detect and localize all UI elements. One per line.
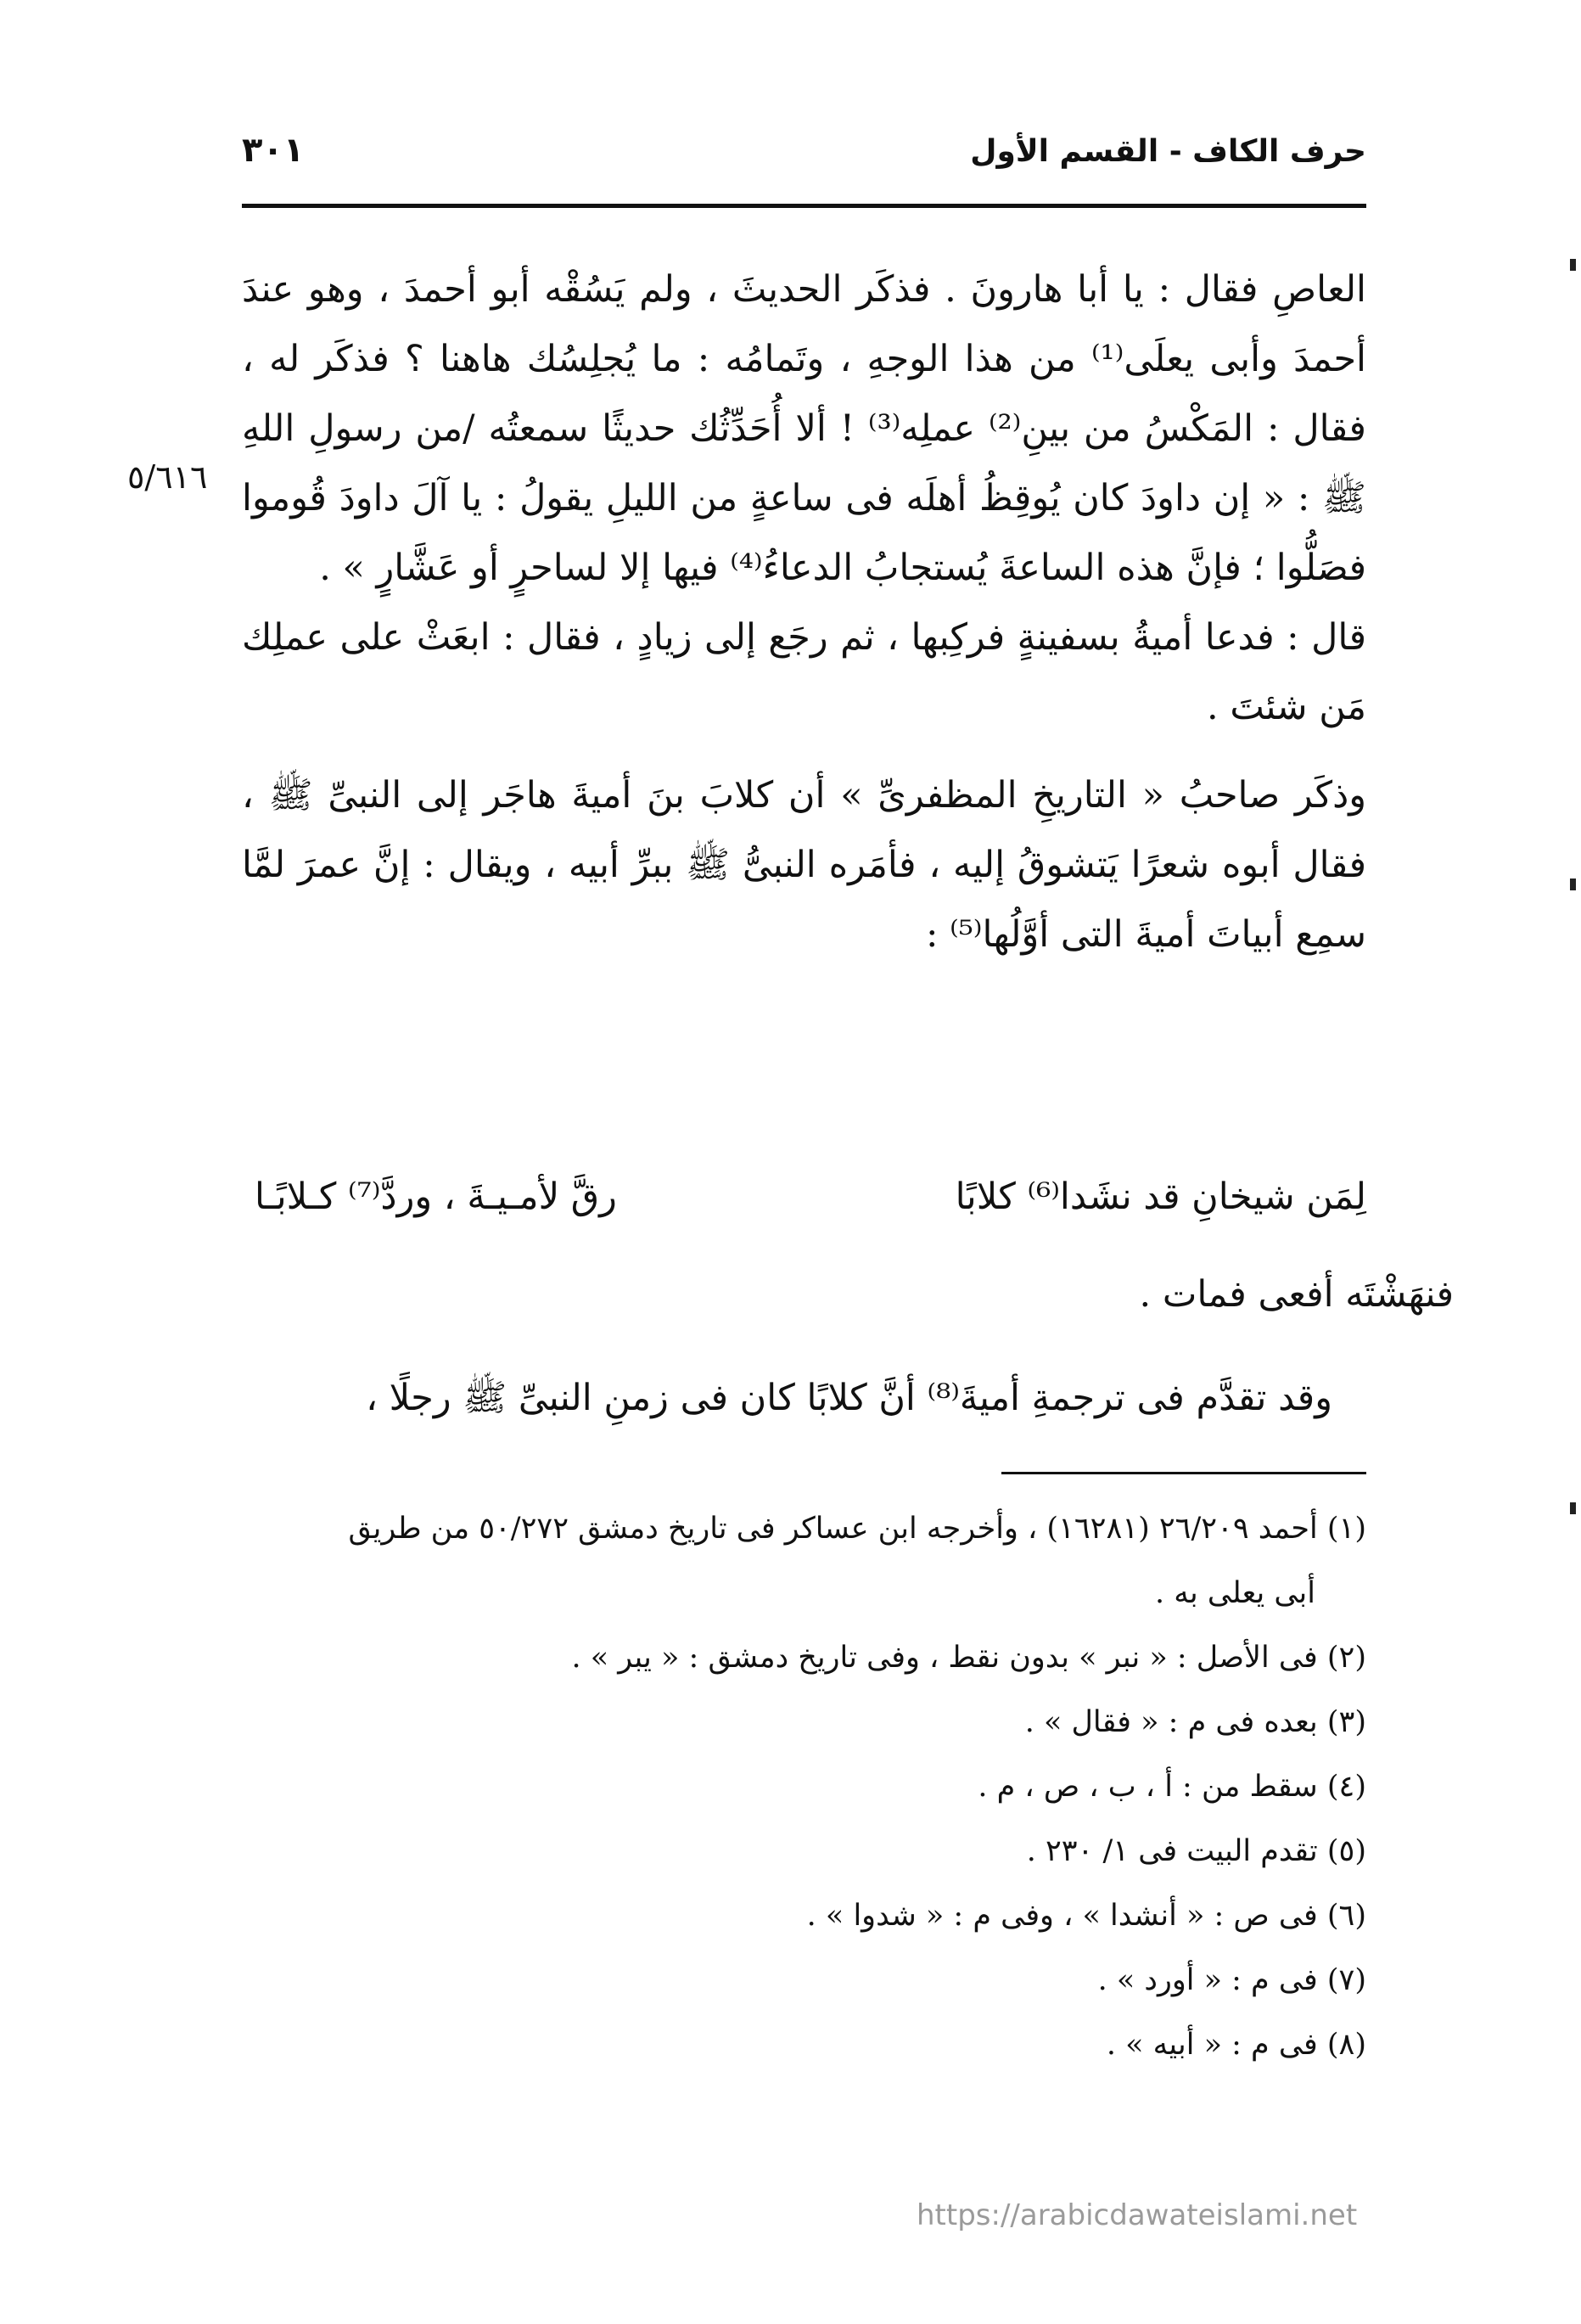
closing-line: وقد تقدَّم فى ترجمةِ أميةَ⁽⁸⁾ أنَّ كلابًا كان فى زمنِ النبىِّ ﷺ رجلًا ، bbox=[366, 1377, 1332, 1419]
paragraph: العاصِ فقال : يا أبا هارونَ . فذكَر الحديثَ ، ولم يَسُقْه أبو أحمدَ ، وهو عندَ أحمدَ وأبى يعلَى⁽¹⁾ من هذا الوجهِ ، وتَمامُه : ما يُجلِسُك هاهنا ؟ فذكَر له ، فقال : المَكْسُ من بينِ⁽²⁾ عملِه⁽³⁾ ! ألا أُحَدِّثُك حديثًا سمعتُه /من رسولِ اللهِ ﷺ : « إن داودَ كان يُوقِظُ أهلَه فى ساعةٍ من الليلِ يقولُ : يا آلَ داودَ قُوموا فصَلُّوا ؛ فإنَّ هذه الساعةَ يُستجابُ الدعاءُ⁽⁴⁾ فيها إلا لساحرٍ أو عَشَّارٍ » . bbox=[242, 268, 1367, 589]
main-text bbox=[242, 255, 1366, 969]
footnote-continuation: أبى يعلى به . bbox=[1154, 1576, 1315, 1610]
source-watermark: https://arabicdawateislami.net bbox=[917, 2198, 1358, 2232]
verse-first-hemistich: لِمَن شيخانِ قد نشَدا⁽⁶⁾ كلابًا bbox=[955, 1176, 1366, 1218]
scan-artifact bbox=[1570, 259, 1576, 271]
paragraph: وذكَر صاحبُ « التاريخِ المظفرىِّ » أن كلابَ بنَ أميةَ هاجَر إلى النبىِّ ﷺ ، فقال أبوه شعرًا يَتشوقُ إليه ، فأمَره النبىُّ ﷺ ببرِّ أبيه ، ويقال : إنَّ عمرَ لمَّا سمِع أبياتَ أميةَ التى أوَّلُها⁽⁵⁾ : bbox=[242, 774, 1366, 956]
page-number: ٣٠١ bbox=[242, 131, 305, 170]
chapter-title: حرف الكاف - القسم الأول bbox=[970, 134, 1366, 169]
verse-continuation: فنهَشْتَه أفعى فمات . bbox=[1139, 1273, 1454, 1316]
footnote: (٣) بعده فى م : « فقال » . bbox=[1024, 1705, 1366, 1739]
footnote-divider bbox=[1001, 1472, 1366, 1474]
header-divider bbox=[242, 204, 1366, 208]
footnote: (٤) سقط من : أ ، ب ، ص ، م . bbox=[978, 1770, 1366, 1804]
running-header bbox=[242, 127, 1366, 187]
footnote: (٥) تقدم البيت فى ١/ ٢٣٠ . bbox=[1026, 1834, 1366, 1868]
poem-verse bbox=[255, 1176, 1366, 1252]
footnote: (٧) فى م : « أورد » . bbox=[1097, 1963, 1366, 1997]
footnote: (٢) فى الأصل : « نبر » بدون نقط ، وفى تاريخ دمشق : « يبر » . bbox=[571, 1641, 1366, 1675]
paragraph: قال : فدعا أميةُ بسفينةٍ فركِبها ، ثم رجَع إلى زيادٍ ، فقال : ابعَثْ على عملِك مَن شئتَ . bbox=[242, 616, 1366, 728]
scan-artifact bbox=[1570, 1502, 1576, 1514]
verse-second-hemistich: رقَّ لأمـيـةَ ، وردَّ⁽⁷⁾ كـلابًـا bbox=[255, 1176, 617, 1218]
footnote: (١) أحمد ٢٦/٢٠٩ (١٦٢٨١) ، وأخرجه ابن عساكر فى تاريخ دمشق ٥٠/٢٧٢ من طريق bbox=[348, 1512, 1366, 1546]
footnote: (٦) فى ص : « أنشدا » ، وفى م : « شدوا » . bbox=[806, 1899, 1366, 1933]
scan-artifact bbox=[1570, 879, 1576, 890]
footnote: (٨) فى م : « أبيه » . bbox=[1106, 2028, 1366, 2062]
margin-reference: ٥/٦١٦ bbox=[127, 458, 208, 496]
footnotes bbox=[242, 1502, 1366, 2083]
